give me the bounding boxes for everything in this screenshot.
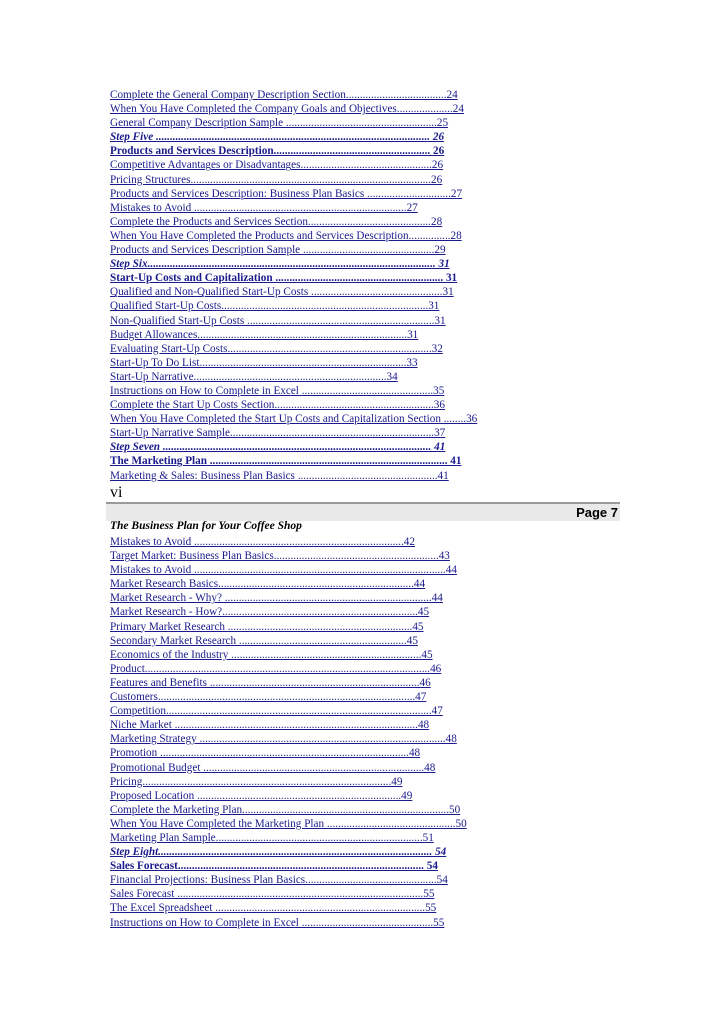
toc-entry-link[interactable]: Mistakes to Avoid ..........................................................................................44 xyxy=(110,564,457,577)
toc-entry-link[interactable]: Complete the General Company Description Section....................................24 xyxy=(110,89,458,101)
toc-entry-link[interactable]: Products and Services Description........................................................ 26 xyxy=(110,145,445,158)
toc-entry-link[interactable]: Market Research - Why? ..........................................................................44 xyxy=(110,592,443,605)
toc-list-top xyxy=(110,88,530,483)
toc-entry-link[interactable]: Proposed Location .........................................................................49 xyxy=(110,789,413,802)
toc-entry-link[interactable]: Start-Up Narrative Sample.........................................................................37 xyxy=(110,427,446,440)
toc-entry-link[interactable]: Niche Market .......................................................................................48 xyxy=(110,719,430,732)
toc-entry-link[interactable]: Non-Qualified Start-Up Costs ...................................................................31 xyxy=(110,314,446,327)
toc-entry-link[interactable]: Start-Up Narrative.....................................................................34 xyxy=(110,370,398,383)
toc-entry-link[interactable]: Primary Market Research ..................................................................45 xyxy=(110,620,424,633)
toc-entry-link[interactable]: Evaluating Start-Up Costs.........................................................................32 xyxy=(110,342,443,355)
toc-entry-link[interactable]: Competitive Advantages or Disadvantages...............................................26 xyxy=(110,159,444,172)
toc-entry-link[interactable]: Products and Services Description Sample ...............................................29 xyxy=(110,244,446,257)
toc-entry-link[interactable]: Step Seven ................................................................................................ 41 xyxy=(110,441,446,454)
toc-entry-link[interactable]: Mistakes to Avoid ...........................................................................42 xyxy=(110,536,415,548)
toc-entry-link[interactable]: Instructions on How to Complete in Excel ...............................................35 xyxy=(110,384,445,397)
toc-entry-link[interactable]: When You Have Completed the Products and Services Description...............28 xyxy=(110,229,462,242)
toc-entry-link[interactable]: Target Market: Business Plan Basics...........................................................43 xyxy=(110,550,450,563)
toc-entry-link[interactable]: Economics of the Industry ....................................................................45 xyxy=(110,648,433,661)
toc-entry-link[interactable]: Financial Projections: Business Plan Basics...............................................54 xyxy=(110,874,448,887)
toc-entry-link[interactable]: Complete the Start Up Costs Section.........................................................36 xyxy=(110,399,445,412)
toc-entry-link[interactable]: Instructions on How to Complete in Excel ...............................................55 xyxy=(110,916,445,929)
toc-entry-link[interactable]: Budget Allowances...........................................................................31 xyxy=(110,328,419,341)
toc-entry-link[interactable]: Step Five .................................................................................................. 26 xyxy=(110,131,445,144)
toc-entry-link[interactable]: Qualified and Non-Qualified Start-Up Costs ...............................................31 xyxy=(110,286,454,299)
toc-entry-link[interactable]: Marketing Strategy ........................................................................................48 xyxy=(110,733,457,746)
toc-entry-link[interactable]: Market Research Basics......................................................................44 xyxy=(110,578,426,591)
toc-entry-link[interactable]: Marketing & Sales: Business Plan Basics ..................................................41 xyxy=(110,469,449,482)
toc-entry-link[interactable]: Start-Up Costs and Capitalization ............................................................ 31 xyxy=(110,272,458,285)
toc-entry-link[interactable]: Pricing.........................................................................................49 xyxy=(110,775,403,788)
page-label: Page 7 xyxy=(576,505,618,520)
toc-entry-link[interactable]: The Marketing Plan ..................................................................................... 41 xyxy=(110,455,462,468)
toc-entry-link[interactable]: Complete the Marketing Plan..........................................................................50 xyxy=(110,803,461,816)
toc-entry-link[interactable]: Products and Services Description: Business Plan Basics ..............................27 xyxy=(110,187,463,200)
toc-entry-link[interactable]: When You Have Completed the Marketing Plan ..............................................50 xyxy=(110,817,467,830)
roman-page-number: vi xyxy=(110,484,123,501)
toc-entry-link[interactable]: Step Eight.................................................................................................. 54 xyxy=(110,846,447,859)
toc-entry-link[interactable]: Features and Benefits ...........................................................................46 xyxy=(110,676,431,689)
page-separator-bar xyxy=(106,502,620,521)
toc-entry-link[interactable]: Complete the Products and Services Section............................................28 xyxy=(110,215,443,228)
toc-entry-link[interactable]: Secondary Market Research ............................................................45 xyxy=(110,634,418,647)
toc-entry-link[interactable]: Competition...............................................................................................47 xyxy=(110,705,443,718)
toc-entry-link[interactable]: Start-Up To Do List..........................................................................33 xyxy=(110,356,418,369)
toc-entry-link[interactable]: Customers............................................................................................47 xyxy=(110,691,427,704)
toc-list-bottom xyxy=(110,535,530,930)
toc-entry-link[interactable]: When You Have Completed the Company Goals and Objectives....................24 xyxy=(110,103,464,116)
toc-entry-link[interactable]: Promotional Budget ...............................................................................48 xyxy=(110,761,436,774)
toc-entry-link[interactable]: Mistakes to Avoid ............................................................................27 xyxy=(110,201,418,214)
toc-entry-link[interactable]: The Excel Spreadsheet ...........................................................................55 xyxy=(110,902,437,915)
toc-entry-link[interactable]: Pricing Structures......................................................................................26 xyxy=(110,173,443,186)
toc-entry-link[interactable]: Marketing Plan Sample..........................................................................51 xyxy=(110,831,434,844)
toc-entry-link[interactable]: Product......................................................................................................46 xyxy=(110,662,442,675)
toc-entry-link[interactable]: Market Research - How?......................................................................45 xyxy=(110,606,430,619)
document-title: The Business Plan for Your Coffee Shop xyxy=(110,520,302,532)
toc-entry-link[interactable]: When You Have Completed the Start Up Costs and Capitalization Section ........36 xyxy=(110,413,478,426)
toc-entry-link[interactable]: Promotion .........................................................................................48 xyxy=(110,747,421,760)
toc-entry-link[interactable]: Sales Forecast ........................................................................................55 xyxy=(110,888,435,901)
toc-entry-link[interactable]: General Company Description Sample ......................................................25 xyxy=(110,117,449,130)
toc-entry-link[interactable]: Sales Forecast........................................................................................ 54 xyxy=(110,860,438,873)
toc-entry-link[interactable]: Qualified Start-Up Costs..........................................................................31 xyxy=(110,300,440,313)
toc-entry-link[interactable]: Step Six....................................................................................................... 31 xyxy=(110,258,450,271)
